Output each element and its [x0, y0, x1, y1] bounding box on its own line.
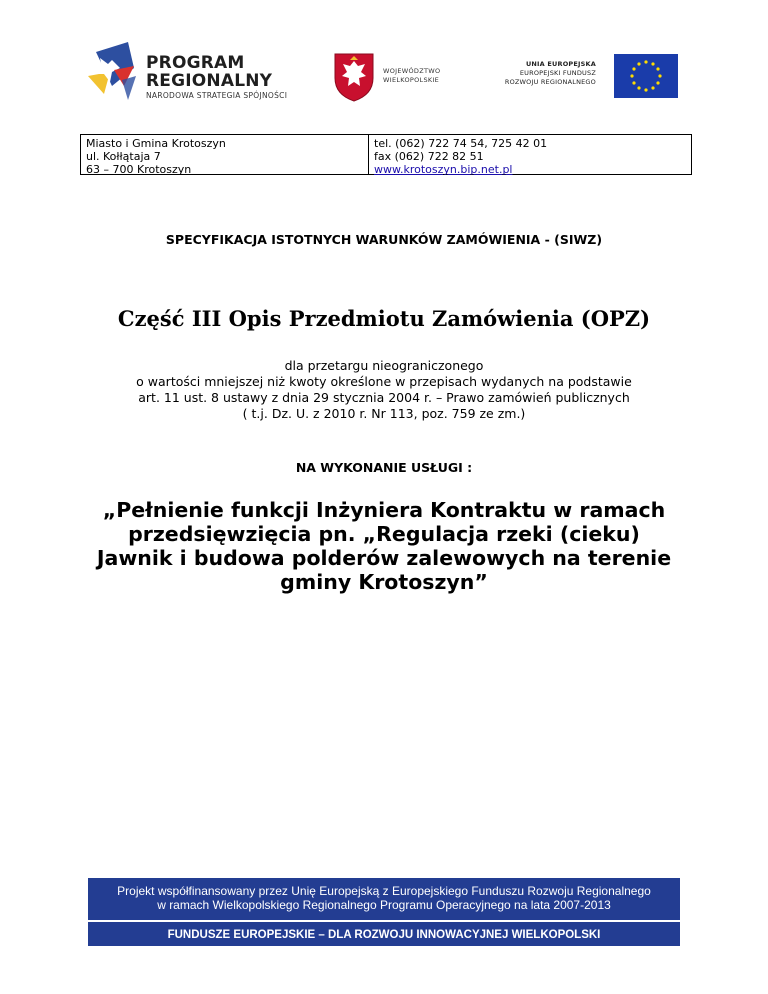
program-line2: REGIONALNY — [146, 71, 273, 91]
contract-title — [60, 498, 708, 594]
address-line-1: Miasto i Gmina Krotoszyn — [86, 137, 226, 150]
program-line3: NARODOWA STRATEGIA SPÓJNOŚCI — [146, 91, 288, 100]
eu-line2: EUROPEJSKI FUNDUSZ — [519, 69, 596, 77]
title-line: Jawnik i budowa polderów zalewowych na terenie — [96, 546, 672, 570]
title-line: „Pełnienie funkcji Inżyniera Kontraktu w ramach — [102, 498, 666, 522]
footer-funding-text — [88, 884, 680, 912]
footer-line-2: w ramach Wielkopolskiego Regionalnego Programu Operacyjnego na lata 2007-2013 — [157, 898, 611, 912]
footer-line-1: Projekt współfinansowany przez Unię Europejską z Europejskiego Funduszu Rozwoju Regionalnego — [117, 884, 651, 898]
eu-logo — [488, 54, 688, 100]
footer-slogan: FUNDUSZE EUROPEJSKIE – DLA ROZWOJU INNOWACYJNEJ WIELKOPOLSKI — [167, 929, 601, 941]
tender-description — [0, 358, 768, 422]
document-heading: SPECYFIKACJA ISTOTNYCH WARUNKÓW ZAMÓWIENIA - (SIWZ) — [165, 232, 603, 247]
address-line-2: ul. Kołłątaja 7 — [86, 150, 161, 163]
phone-line: tel. (062) 722 74 54, 725 42 01 — [374, 137, 548, 150]
program-regionalny-logo — [88, 42, 308, 104]
eu-line1: UNIA EUROPEJSKA — [525, 60, 596, 68]
eu-text — [488, 60, 596, 87]
wielkopolska-coat-of-arms-icon — [333, 52, 375, 102]
eu-flag-icon — [614, 54, 678, 98]
service-label: NA WYKONANIE USŁUGI : — [295, 460, 473, 475]
program-regionalny-text — [146, 54, 287, 102]
logo-header — [0, 0, 768, 120]
part-title: Część III Opis Przedmiotu Zamówienia (OPZ) — [117, 306, 651, 331]
phone-block — [369, 135, 691, 174]
title-line: przedsięwzięcia pn. „Regulacja rzeki (cieku) — [128, 522, 640, 546]
footer-divider — [88, 920, 680, 922]
eu-line3: ROZWOJU REGIONALNEGO — [504, 78, 596, 86]
title-line: gminy Krotoszyn” — [280, 570, 488, 594]
fax-line: fax (062) 722 82 51 — [374, 150, 484, 163]
website-link[interactable]: www.krotoszyn.bip.net.pl — [374, 163, 513, 176]
wielkopolska-line1: WOJEWÓDZTWO — [383, 67, 441, 75]
tender-line: art. 11 ust. 8 ustawy z dnia 29 stycznia 2004 r. – Prawo zamówień publicznych — [138, 390, 630, 405]
address-line-3: 63 – 700 Krotoszyn — [86, 163, 192, 176]
program-regionalny-star-icon — [88, 42, 144, 104]
contact-box — [80, 134, 692, 175]
tender-line: o wartości mniejszej niż kwoty określone w przepisach wydanych na podstawie — [136, 374, 632, 389]
footer-banner — [88, 878, 680, 946]
address-block — [81, 135, 369, 174]
tender-line: ( t.j. Dz. U. z 2010 r. Nr 113, poz. 759 ze zm.) — [242, 406, 526, 421]
wielkopolska-text — [383, 67, 440, 85]
tender-line: dla przetargu nieograniczonego — [284, 358, 484, 373]
wielkopolska-line2: WIELKOPOLSKIE — [383, 76, 440, 84]
program-line1: PROGRAM — [146, 53, 245, 73]
wielkopolska-logo — [333, 52, 463, 102]
